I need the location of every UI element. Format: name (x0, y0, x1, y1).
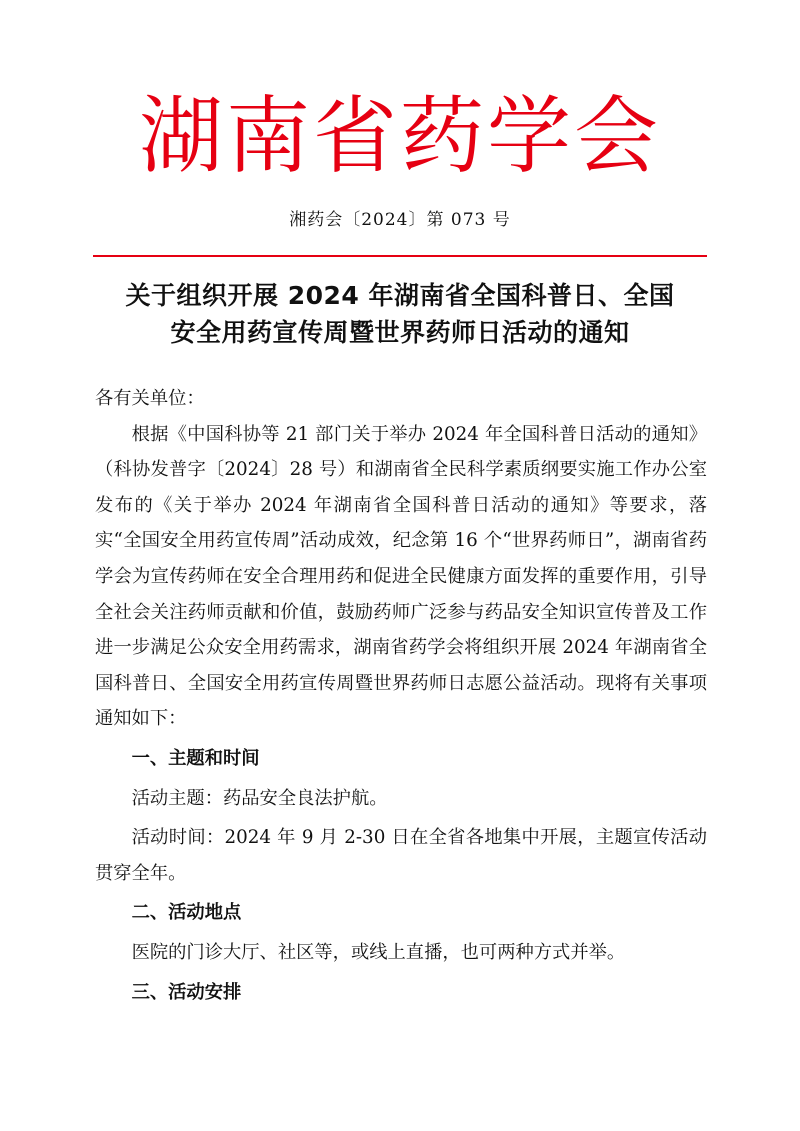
document-number: 湘药会〔2024〕第 073 号 (289, 210, 511, 230)
title-line-2: 安全用药宣传周暨世界药师日活动的通知 (170, 318, 630, 347)
document-title (90, 277, 710, 351)
theme-paragraph: 活动主题：药品安全良法护航。 (131, 787, 388, 809)
salutation: 各有关单位： (95, 388, 205, 409)
organization-masthead: 湖南省药学会 (138, 87, 661, 185)
intro-paragraph: 根据《中国科协等 21 部门关于举办 2024 年全国科普日活动的通知》（科协发普字〔2024〕28 号）和湖南省全民科学素质纲要实施工作办公室发布的《关于举办 2024 年湖南省全国科普日活动的通知》等要求，落实“全国安全用药宣传周”活动成效，纪念第 16 个“世界药师日”，湖南省药学会为宣传药师在安全合理用药和促进全民健康方面发挥的重要作用，引导全社会关注药师贡献和价值，鼓励药师广泛参与药品安全知识宣传普及工作进一步满足公众安全用药需求，湖南省药学会将组织开展 2024 年湖南省全国科普日、全国安全用药宣传周暨世界药师日志愿公益活动。现将有关事项通知如下： (95, 423, 707, 730)
red-divider-line (93, 255, 707, 257)
section-heading-arrangement: 三、活动安排 (131, 981, 242, 1003)
venue-paragraph: 医院的门诊大厅、社区等，或线上直播，也可两种方式并举。 (131, 941, 626, 963)
section-heading-venue: 二、活动地点 (131, 902, 242, 924)
document-body (95, 381, 707, 1010)
time-paragraph: 活动时间：2024 年 9 月 2-30 日在全省各地集中开展，主题宣传活动贯穿全年。 (95, 827, 707, 884)
title-line-1: 关于组织开展 2024 年湖南省全国科普日、全国 (125, 281, 675, 310)
section-heading-theme-time: 一、主题和时间 (131, 747, 260, 769)
